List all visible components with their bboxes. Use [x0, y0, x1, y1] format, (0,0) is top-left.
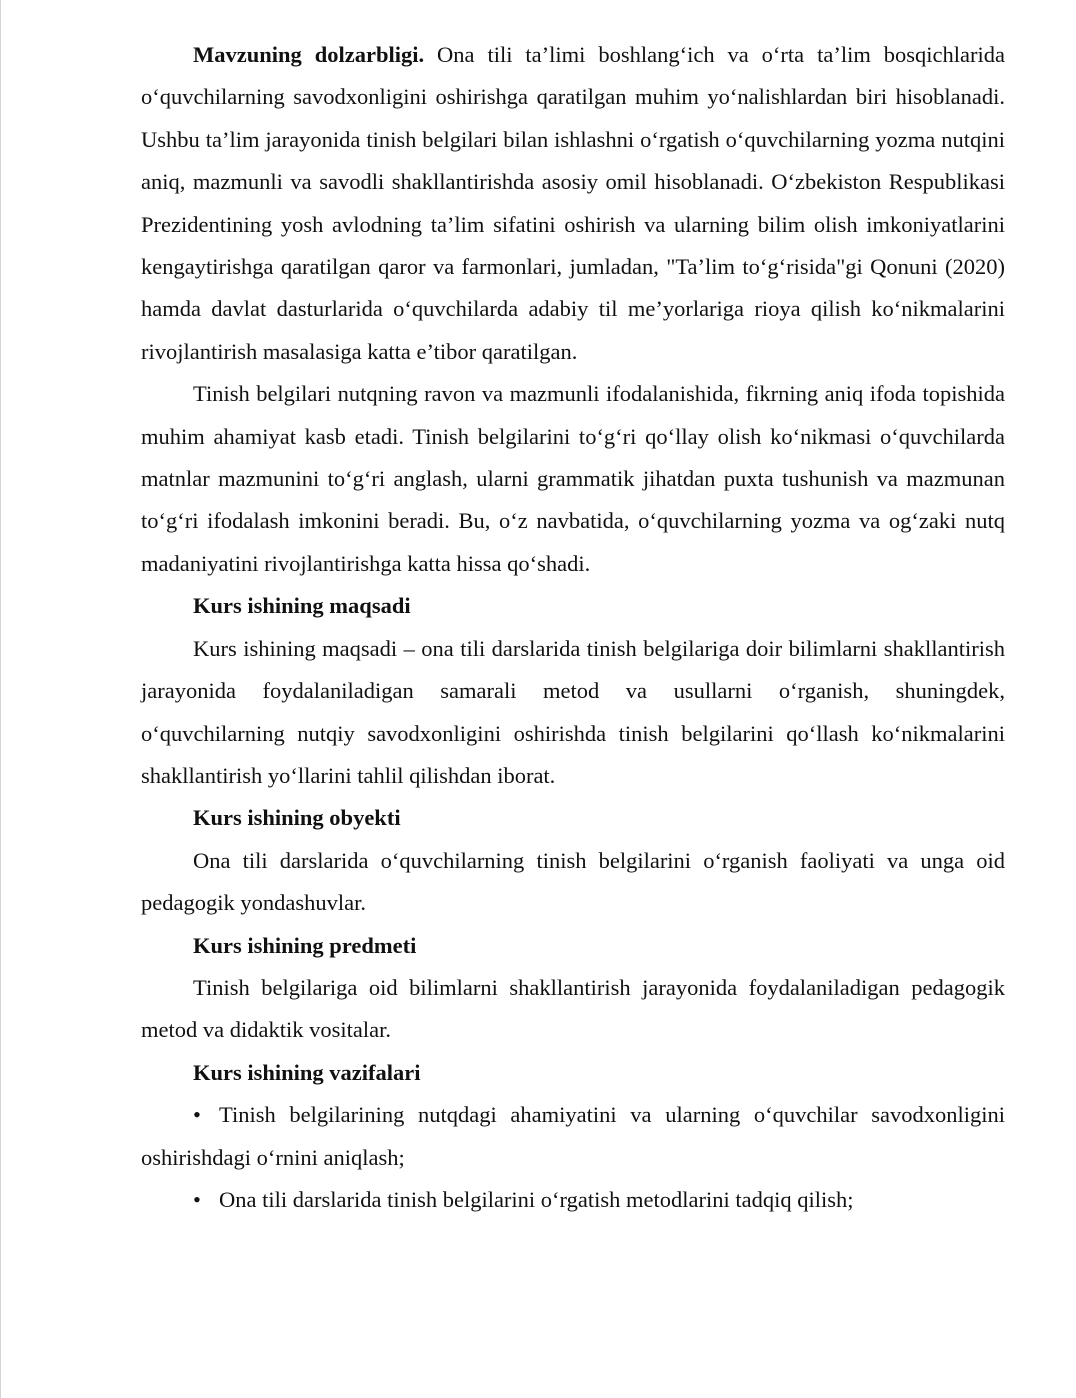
punctuation-importance-paragraph: Tinish belgilari nutqning ravon va mazmunli ifodalanishida, fikrning aniq ifoda topishida muhim ahamiyat kasb etadi. Tinish belgilarini to‘g‘ri qo‘llay olish ko‘nikmasi o‘quvchilarda matnlar mazmunini to‘g‘ri anglash, ularni grammatik jihatdan puxta tushunish va mazmunan to‘g‘ri ifodalash imkonini beradi. Bu, o‘z navbatida, o‘quvchilarning yozma va og‘zaki nutq madaniyatini rivojlantirishga katta hissa qo‘shadi.	[141, 381, 1005, 576]
goal-heading: Kurs ishining maqsadi	[193, 593, 411, 619]
object-heading: Kurs ishining obyekti	[193, 805, 401, 831]
intro-text: Ona tili ta’limi boshlang‘ich va o‘rta ta’lim bosqichlarida o‘quvchilarning savodxonligini oshirishga qaratilgan muhim yo‘nalishlardan biri hisoblanadi. Ushbu ta’lim jarayonida tinish belgilari bilan ishlashni o‘rgatish o‘quvchilarning yozma nutqini aniq, mazmunli va savodli shakllantirishda asosiy omil hisoblanadi. O‘zbekiston Respublikasi Prezidentining yosh avlodning ta’lim sifatini oshirish va ularning bilim olish imkoniyatlarini kengaytirishga qaratilgan qaror va farmonlari, jumladan, "Ta’lim to‘g‘risida"gi Qonuni (2020) hamda davlat dasturlarida o‘quvchilarda adabiy til me’yorlariga rioya qilish ko‘nikmalarini rivojlantirish masalasiga katta e’tibor qaratilgan.	[141, 42, 1005, 364]
subject-heading: Kurs ishining predmeti	[193, 932, 417, 958]
goal-paragraph: Kurs ishining maqsadi – ona tili darslarida tinish belgilariga doir bilimlarni shakllantirish jarayonida foydalaniladigan samarali metod va usullarni o‘rganish, shuningdek, o‘quvchilarning nutqiy savodxonligini oshirishda tinish belgilarini qo‘llash ko‘nikmalarini shakllantirish yo‘llarini tahlil qilishdan iborat.	[141, 635, 1005, 788]
subject-paragraph: Tinish belgilariga oid bilimlarni shakllantirish jarayonida foydalaniladigan pedagogik metod va didaktik vositalar.	[141, 974, 1005, 1043]
task-list-item	[141, 1179, 1005, 1221]
document-body	[141, 34, 1005, 1221]
task-text: Tinish belgilarining nutqdagi ahamiyatini va ularning o‘quvchilar savodxonligini oshirishdagi o‘rnini aniqlash;	[141, 1102, 1005, 1170]
bullet-icon: •	[193, 1186, 201, 1212]
task-list-item	[141, 1094, 1005, 1179]
task-text: Ona tili darslarida tinish belgilarini o‘rgatish metodlarini tadqiq qilish;	[219, 1186, 854, 1212]
intro-lead: Mavzuning dolzarbligi.	[193, 42, 425, 67]
intro-paragraph	[141, 34, 1005, 373]
tasks-heading: Kurs ishining vazifalari	[193, 1059, 421, 1085]
bullet-icon: •	[193, 1102, 201, 1128]
object-paragraph: Ona tili darslarida o‘quvchilarning tinish belgilarini o‘rganish faoliyati va unga oid pedagogik yondashuvlar.	[141, 847, 1005, 916]
